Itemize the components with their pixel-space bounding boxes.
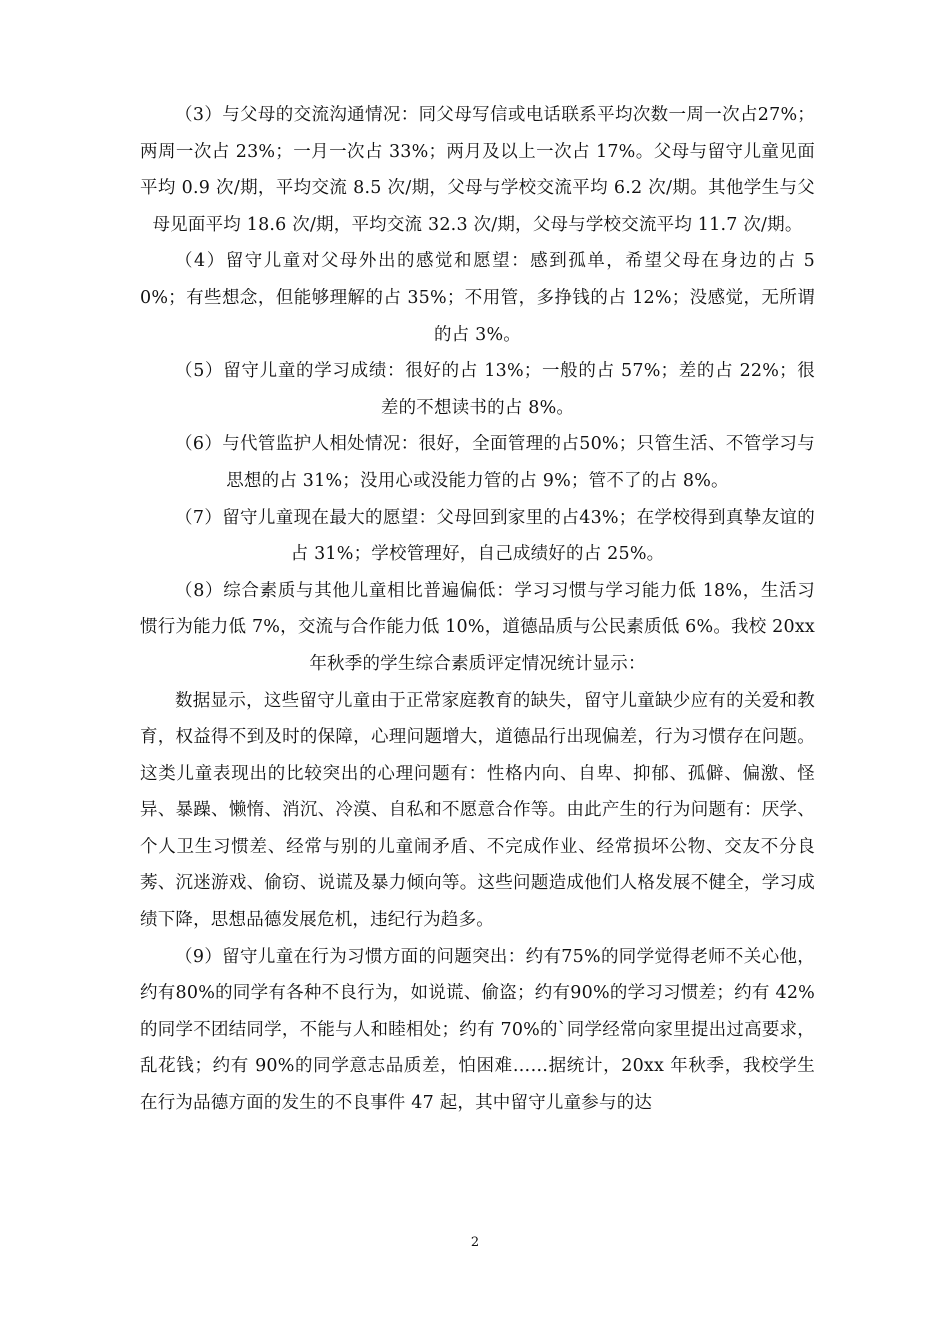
page-number: 2 (470, 1235, 480, 1250)
paragraph-greatest-wish: （7）留守儿童现在最大的愿望：父母回到家里的占43%；在学校得到真挚友谊的占 31%；学校管理好，自己成绩好的占 25%。 (175, 507, 815, 565)
paragraph-behavior-habits: （9）留守儿童在行为习惯方面的问题突出：约有75%的同学觉得老师不关心他，约有80%的同学有各种不良行为，如说谎、偷盗；约有90%的学习习惯差；约有 42%的同学不团结同学，不能与人和睦相处；约有 70%的`同学经常向家里提出过高要求，乱花钱；约有 90%的同学意志品质差，怕困难……据统计，20xx 年秋季，我校学生在行为品德方面的发生的不良事件 47 起，其中留守儿童参与的达 (140, 946, 815, 1114)
paragraph-data-analysis: 数据显示，这些留守儿童由于正常家庭教育的缺失，留守儿童缺少应有的关爱和教育，权益得不到及时的保障，心理问题增大，道德品行出现偏差，行为习惯存在问题。这类儿童表现出的比较突出的心理问题有：性格内向、自卑、抑郁、孤僻、偏激、怪异、暴躁、懒惰、消沉、冷漠、自私和不愿意合作等。由此产生的行为问题有：厌学、个人卫生习惯差、经常与别的儿童闹矛盾、不完成作业、经常损坏公物、交友不分良莠、沉迷游戏、偷窃、说谎及暴力倾向等。这些问题造成他们人格发展不健全，学习成绩下降，思想品德发展危机，违纪行为趋多。 (140, 690, 815, 931)
paragraph-academic-performance: （5）留守儿童的学习成绩：很好的占 13%；一般的占 57%；差的占 22%；很差的不想读书的占 8%。 (175, 361, 815, 418)
paragraph-overall-quality: （8）综合素质与其他儿童相比普遍偏低：学习习惯与学习能力低 18%，生活习惯行为能力低 7%，交流与合作能力低 10%，道德品质与公民素质低 6%。我校 20xx 年秋季的学生综合素质评定情况统计显示： (140, 580, 815, 674)
document-body (140, 97, 815, 1122)
paragraph-parent-communication: （3）与父母的交流沟通情况：同父母写信或电话联系平均次数一周一次占27%；两周一次占 23%；一月一次占 33%；两月及以上一次占 17%。父母与留守儿童见面平均 0.9 次/期，平均交流 8.5 次/期，父母与学校交流平均 6.2 次/期。其他学生与父母见面平均 18.6 次/期，平均交流 32.3 次/期，父母与学校交流平均 11.7 次/期。 (140, 105, 815, 235)
paragraph-guardian-relationship: （6）与代管监护人相处情况：很好，全面管理的占50%；只管生活、不管学习与思想的占 31%；没用心或没能力管的占 9%；管不了的占 8%。 (175, 434, 815, 491)
paragraph-feelings-about-parents: （4）留守儿童对父母外出的感觉和愿望：感到孤单，希望父母在身边的占 50%；有些想念，但能够理解的占 35%；不用管，多挣钱的占 12%；没感觉，无所谓的占 3%。 (140, 251, 815, 345)
